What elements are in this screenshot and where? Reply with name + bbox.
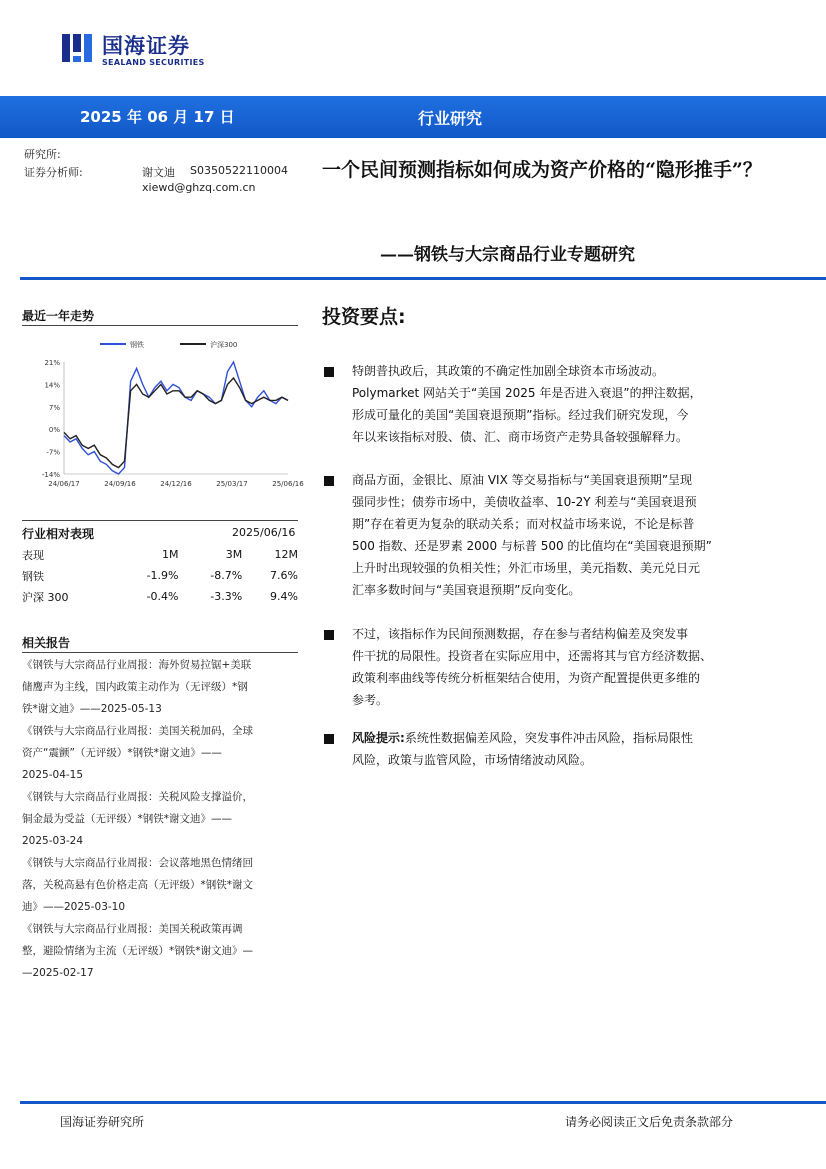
related-heading: 相关报告 xyxy=(22,636,71,650)
analyst-label: 证券分析师: xyxy=(24,166,83,179)
x-tick-label: 24/06/17 xyxy=(48,480,80,488)
series-line-1 xyxy=(64,378,288,468)
text-line: 形成可量化的美国“美国衰退预期”指标。经过我们研究发现，今 xyxy=(352,408,689,422)
risk-warning xyxy=(352,727,782,771)
table-row xyxy=(22,586,298,607)
report-type: 行业研究 xyxy=(418,109,483,128)
list-item[interactable]: 落，关税高悬有色价格走高（无评级）*钢铁*谢文 xyxy=(22,879,253,891)
table-header-row xyxy=(22,544,298,565)
performance-table xyxy=(22,544,298,607)
trend-rule xyxy=(22,325,298,326)
list-item[interactable]: —2025-02-17 xyxy=(22,967,94,979)
table-row xyxy=(22,565,298,586)
legend-label: 沪深300 xyxy=(210,341,238,349)
y-tick-label: -14% xyxy=(41,471,60,479)
list-item[interactable]: 储鹰声为主线，国内政策主动作为（无评级）*钢 xyxy=(22,681,248,693)
y-tick-label: 14% xyxy=(44,381,60,390)
list-item[interactable]: 整，避险情绪为主流（无评级）*钢铁*谢文迪》— xyxy=(22,945,253,957)
report-title: 一个民间预测指标如何成为资产价格的“隐形推手”？ xyxy=(322,159,762,181)
text-line: 参考。 xyxy=(352,693,389,707)
list-item[interactable]: 《钢铁与大宗商品行业周报：海外贸易拉锯+美联 xyxy=(22,659,252,671)
list-item[interactable]: 《钢铁与大宗商品行业周报：美国关税加码，全球 xyxy=(22,725,253,737)
bullet-icon xyxy=(324,630,334,640)
analyst-license: S0350522110004 xyxy=(190,164,288,177)
y-tick-label: 0% xyxy=(48,426,60,435)
trend-chart xyxy=(22,336,304,496)
chart-bottom-rule xyxy=(22,520,298,521)
list-item[interactable]: 迪》——2025-03-10 xyxy=(22,901,126,913)
x-tick-label: 25/03/17 xyxy=(216,480,248,488)
logo-text: 国海证券 xyxy=(102,34,190,58)
x-tick-label: 24/09/16 xyxy=(104,480,136,488)
table-cell: -8.7% xyxy=(210,569,243,582)
analyst-name: 谢文迪 xyxy=(142,166,175,179)
list-item[interactable]: 资产“震颤”（无评级）*钢铁*谢文迪》—— xyxy=(22,747,222,759)
logo-english: SEALAND SECURITIES xyxy=(102,58,205,67)
risk-text: 风险，政策与监管风险，市场情绪波动风险。 xyxy=(352,753,593,767)
report-date: 2025 年 06 月 17 日 xyxy=(80,108,235,126)
list-item[interactable]: 2025-04-15 xyxy=(22,769,84,781)
key-point-2 xyxy=(352,469,782,601)
bullet-icon xyxy=(324,734,334,744)
footer-left: 国海证券研究所 xyxy=(60,1115,145,1129)
list-item[interactable]: 铜金最为受益（无评级）*钢铁*谢文迪》—— xyxy=(22,813,232,825)
list-item[interactable]: 铁*谢文迪》——2025-05-13 xyxy=(22,703,162,715)
table-cell: -3.3% xyxy=(210,590,243,603)
list-item[interactable]: 2025-03-24 xyxy=(22,835,84,847)
text-line: 500 指数、还是罗素 2000 与标普 500 的比值均在“美国衰退预期” xyxy=(352,539,712,553)
performance-heading: 行业相对表现 xyxy=(22,527,95,541)
series-line-0 xyxy=(64,362,288,474)
related-rule xyxy=(22,652,298,653)
bullet-icon xyxy=(324,476,334,486)
table-header-cell: 表现 xyxy=(22,548,44,562)
text-line: 政策利率曲线等传统分析框架结合使用，为资产配置提供更多维的 xyxy=(352,671,701,685)
table-header-cell: 1M xyxy=(162,548,179,561)
dept-label: 研究所: xyxy=(24,148,61,161)
text-line: 不过，该指标作为民间预测数据，存在参与者结构偏差及突发事 xyxy=(352,627,689,641)
table-header-cell: 12M xyxy=(274,548,298,561)
table-cell: -0.4% xyxy=(146,590,179,603)
text-line: 件干扰的局限性。投资者在实际应用中，还需将其与官方经济数据、 xyxy=(352,649,713,663)
key-point-3 xyxy=(352,623,782,711)
list-item[interactable]: 《钢铁与大宗商品行业周报：会议落地黑色情绪回 xyxy=(22,857,253,869)
footer-disclaimer-link[interactable]: 请务必阅读正文后免责条款部分 xyxy=(565,1115,734,1129)
report-subtitle: ——钢铁与大宗商品行业专题研究 xyxy=(380,245,635,265)
x-tick-label: 25/06/16 xyxy=(272,480,304,488)
text-line: 强同步性；债券市场中，美债收益率、10-2Y 利差与“美国衰退预 xyxy=(352,495,697,509)
table-cell: 7.6% xyxy=(270,569,298,582)
y-tick-label: -7% xyxy=(46,448,60,457)
legend-label: 钢铁 xyxy=(130,341,144,349)
performance-date: 2025/06/16 xyxy=(232,526,296,539)
text-line: 年以来该指标对股、债、汇、商市场资产走势具备较强解释力。 xyxy=(352,430,689,444)
table-cell: -1.9% xyxy=(146,569,179,582)
text-line: 商品方面，金银比、原油 VIX 等交易指标与“美国衰退预期”呈现 xyxy=(352,473,693,487)
analyst-email[interactable]: xiewd@ghzq.com.cn xyxy=(142,181,256,194)
list-item[interactable]: 《钢铁与大宗商品行业周报：关税风险支撑溢价， xyxy=(22,791,253,803)
x-tick-label: 24/12/16 xyxy=(160,480,192,488)
footer-divider xyxy=(20,1101,826,1104)
table-cell: 9.4% xyxy=(270,590,298,603)
trend-heading: 最近一年走势 xyxy=(22,309,95,323)
text-line: 上升时出现较强的负相关性；外汇市场里，美元指数、美元兑日元 xyxy=(352,561,701,575)
risk-text: 系统性数据偏差风险，突发事件冲击风险，指标局限性 xyxy=(404,731,693,745)
related-report-list xyxy=(22,654,298,984)
table-cell: 钢铁 xyxy=(22,569,44,583)
title-divider xyxy=(20,277,826,280)
text-line: Polymarket 网站关于“美国 2025 年是否进入衰退”的押注数据， xyxy=(352,386,702,400)
table-header-cell: 3M xyxy=(225,548,243,561)
bullet-icon xyxy=(324,367,334,377)
table-cell: 沪深 300 xyxy=(22,590,69,604)
text-line: 汇率多数时间与“美国衰退预期”反向变化。 xyxy=(352,583,581,597)
list-item[interactable]: 《钢铁与大宗商品行业周报：美国关税政策再调 xyxy=(22,923,243,935)
sealand-logo-icon xyxy=(60,30,96,66)
text-line: 特朗普执政后，其政策的不确定性加剧全球资本市场波动。 xyxy=(352,364,665,378)
text-line: 期”存在着更为复杂的联动关系；而对权益市场来说，不论是标普 xyxy=(352,517,695,531)
key-points-heading: 投资要点: xyxy=(322,306,406,328)
risk-label: 风险提示: xyxy=(352,731,405,745)
key-point-1 xyxy=(352,360,782,448)
y-tick-label: 7% xyxy=(48,403,60,412)
y-tick-label: 21% xyxy=(44,359,60,367)
